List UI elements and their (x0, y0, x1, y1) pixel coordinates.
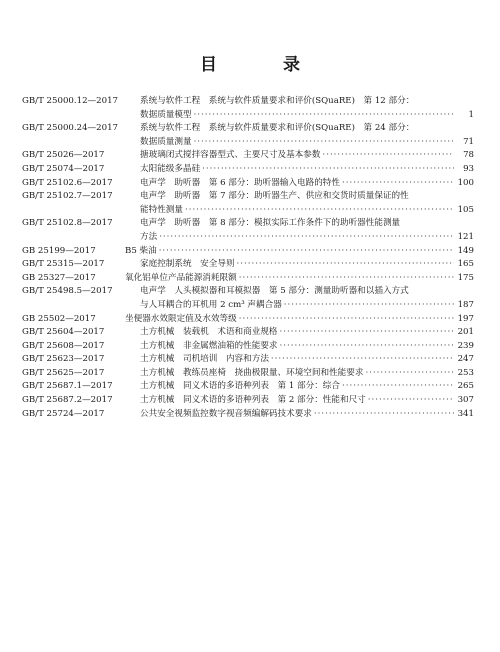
page-title: 目 录 (200, 55, 330, 75)
entry-title: 搪玻璃闭式搅拌容器型式、主要尺寸及基本参数 (140, 150, 321, 161)
standard-code: GB/T 25074—2017 (22, 163, 105, 174)
page-number: 149 (457, 245, 474, 256)
page-number: 165 (457, 259, 474, 270)
toc-entry[interactable] (22, 245, 474, 259)
entry-title: 电声学 助听器 第 8 部分：模拟实际工作条件下的助听器性能测量 (140, 218, 401, 229)
toc-entry[interactable] (22, 217, 474, 244)
toc-entry[interactable] (22, 95, 474, 122)
entry-title: 土方机械 司机培训 内容和方法 (140, 354, 269, 365)
page-number: 105 (457, 204, 474, 215)
page-number: 121 (457, 231, 474, 242)
dot-leader (284, 299, 454, 313)
page-number: 201 (457, 327, 474, 338)
dot-leader (342, 177, 454, 191)
entry-title: 土方机械 同义术语的多语种列表 第 1 部分：综合 (140, 381, 340, 392)
standard-code: GB/T 25000.24—2017 (22, 123, 119, 134)
entry-title: 数据质量模型 (140, 109, 192, 120)
dot-leader (280, 340, 454, 354)
standard-code: GB/T 25724—2017 (22, 408, 105, 419)
page-number: 71 (463, 136, 474, 147)
entry-title: 土方机械 教练员座椅 挠曲极限量、环境空间和性能要求 (140, 367, 364, 378)
dot-leader (280, 326, 454, 340)
entry-title: 太阳能级多晶硅 (140, 163, 201, 174)
dot-leader (365, 367, 454, 381)
dot-leader (239, 313, 454, 327)
standard-code: GB/T 25687.1—2017 (22, 381, 113, 392)
standard-code: GB 25199—2017 (22, 245, 96, 256)
toc-entry[interactable] (22, 340, 474, 354)
standard-code: GB/T 25687.2—2017 (22, 395, 113, 406)
entry-title: 电声学 助听器 第 7 部分：助听器生产、供应和交货时质量保证的性 (140, 191, 409, 202)
entry-title: 方法 (140, 231, 158, 242)
page-number: 197 (457, 313, 474, 324)
dot-leader (322, 149, 454, 163)
page-number: 265 (457, 381, 474, 392)
toc-entry[interactable] (22, 380, 474, 394)
toc-entry[interactable] (22, 272, 474, 286)
page-number: 307 (457, 395, 474, 406)
page-number: 239 (457, 340, 474, 351)
toc-entry[interactable] (22, 367, 474, 381)
entry-title: 土方机械 非金属燃油箱的性能要求 (140, 340, 278, 351)
page-number: 93 (463, 163, 474, 174)
standard-code: GB/T 25623—2017 (22, 354, 105, 365)
dot-leader (314, 408, 454, 422)
page-number: 78 (463, 150, 474, 161)
entry-title: 土方机械 装载机 术语和商业规格 (140, 327, 278, 338)
standard-code: GB/T 25498.5—2017 (22, 286, 113, 297)
standard-code: GB/T 25315—2017 (22, 259, 105, 270)
entry-title: 与人耳耦合的耳机用 2 cm³ 声耦合器 (140, 299, 282, 310)
entry-title: 公共安全视频监控数字视音频编解码技术要求 (140, 408, 312, 419)
standard-code: GB 25327—2017 (22, 272, 96, 283)
toc-entry[interactable] (22, 394, 474, 408)
entry-title: 系统与软件工程 系统与软件质量要求和评价(SQuaRE) 第 24 部分： (140, 123, 415, 134)
entry-title: 电声学 助听器 第 6 部分：助听器输入电路的特性 (140, 177, 340, 188)
toc-entry[interactable] (22, 313, 474, 327)
standard-code: GB/T 25608—2017 (22, 340, 105, 351)
dot-leader (185, 204, 454, 218)
page-number: 175 (457, 272, 474, 283)
dot-leader (237, 258, 454, 272)
page-number: 247 (457, 354, 474, 365)
page-number: 100 (457, 177, 474, 188)
toc-entry[interactable] (22, 149, 474, 163)
toc-entry[interactable] (22, 122, 474, 149)
standard-code: GB/T 25000.12—2017 (22, 96, 119, 106)
entry-title: B5 柴油 (125, 245, 157, 256)
entry-title: 坐便器水效限定值及水效等级 (125, 313, 237, 324)
toc-entry[interactable] (22, 326, 474, 340)
page-number: 253 (457, 367, 474, 378)
entry-title: 数据质量测量 (140, 136, 192, 147)
dot-leader (159, 231, 454, 245)
standard-code: GB 25502—2017 (22, 313, 96, 324)
toc-entry[interactable] (22, 285, 474, 312)
dot-leader (271, 353, 454, 367)
toc-entry[interactable] (22, 163, 474, 177)
standard-code: GB/T 25026—2017 (22, 150, 105, 161)
toc-entry[interactable] (22, 258, 474, 272)
dot-leader (342, 380, 454, 394)
standard-code: GB/T 25102.7—2017 (22, 191, 113, 202)
toc-entry[interactable] (22, 408, 474, 422)
standard-code: GB/T 25102.6—2017 (22, 177, 113, 188)
standard-code: GB/T 25102.8—2017 (22, 218, 113, 229)
page-number: 1 (468, 109, 474, 120)
toc-entry[interactable] (22, 353, 474, 367)
page-number: 187 (457, 299, 474, 310)
dot-leader (239, 272, 454, 286)
dot-leader (159, 245, 454, 259)
dot-leader (202, 163, 454, 177)
entry-title: 能特性测量 (140, 204, 183, 215)
standard-code: GB/T 25625—2017 (22, 367, 105, 378)
toc-list (22, 95, 474, 421)
dot-leader (368, 394, 454, 408)
entry-title: 电声学 人头模拟器和耳模拟器 第 5 部分：测量助听器和以插入方式 (140, 286, 409, 297)
entry-title: 家庭控制系统 安全导则 (140, 259, 235, 270)
entry-title: 氧化铝单位产品能源消耗限额 (125, 272, 237, 283)
standard-code: GB/T 25604—2017 (22, 327, 105, 338)
page-number: 341 (457, 408, 474, 419)
entry-title: 土方机械 同义术语的多语种列表 第 2 部分：性能和尺寸 (140, 395, 366, 406)
toc-entry[interactable] (22, 177, 474, 191)
entry-title: 系统与软件工程 系统与软件质量要求和评价(SQuaRE) 第 12 部分： (140, 96, 415, 106)
toc-entry[interactable] (22, 190, 474, 217)
dot-leader (194, 136, 454, 150)
dot-leader (194, 109, 454, 123)
